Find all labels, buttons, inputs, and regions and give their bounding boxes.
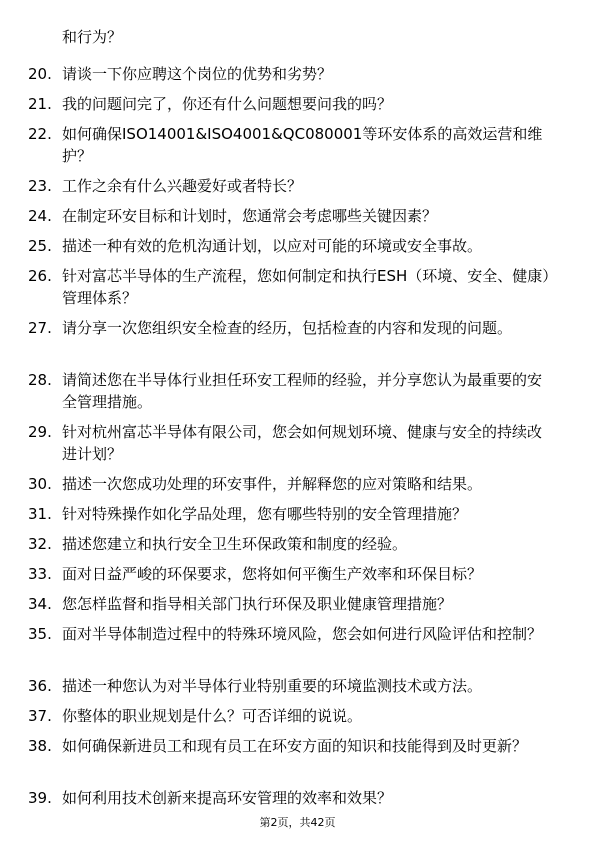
question-number: 32.	[28, 535, 52, 553]
page-footer: 第2页，共42页	[259, 816, 336, 829]
question-number: 25.	[28, 237, 52, 255]
question-number: 37.	[28, 707, 52, 725]
question-number: 31.	[28, 505, 52, 523]
question-number: 38.	[28, 737, 52, 755]
question-number: 33.	[28, 565, 52, 583]
question-text: 针对富芯半导体的生产流程，您如何制定和执行ESH（环境、安全、健康）管理体系？	[62, 267, 550, 307]
question-number: 20.	[28, 65, 52, 83]
question-text: 如何确保ISO14001&ISO4001&QC080001等环安体系的高效运营和维护？	[62, 125, 543, 165]
question-number: 28.	[28, 371, 52, 389]
question-number: 35.	[28, 625, 52, 643]
question-text: 面对半导体制造过程中的特殊环境风险，您会如何进行风险评估和控制？	[62, 625, 543, 643]
question-text: 描述一次您成功处理的环安事件，并解释您的应对策略和结果。	[62, 475, 483, 493]
question-number: 29.	[28, 423, 52, 441]
question-text: 请谈一下你应聘这个岗位的优势和劣势？	[62, 65, 333, 83]
question-text: 针对杭州富芯半导体有限公司，您会如何规划环境、健康与安全的持续改进计划？	[62, 423, 543, 463]
question-text: 您怎样监督和指导相关部门执行环保及职业健康管理措施？	[62, 595, 453, 613]
question-number: 23.	[28, 177, 52, 195]
question-text: 请简述您在半导体行业担任环安工程师的经验，并分享您认为最重要的安全管理措施。	[62, 371, 543, 411]
continuation-text: 和行为？	[62, 28, 123, 46]
question-text: 我的问题问完了，你还有什么问题想要问我的吗？	[62, 95, 393, 113]
question-number: 34.	[28, 595, 52, 613]
question-number: 36.	[28, 677, 52, 695]
question-number: 27.	[28, 319, 52, 337]
question-text: 请分享一次您组织安全检查的经历，包括检查的内容和发现的问题。	[62, 319, 513, 337]
question-text: 如何利用技术创新来提高环安管理的效率和效果？	[62, 789, 393, 807]
question-text: 你整体的职业规划是什么？可否详细的说说。	[62, 707, 363, 725]
question-text: 描述一种您认为对半导体行业特别重要的环境监测技术或方法。	[62, 677, 483, 695]
question-number: 26.	[28, 267, 52, 285]
question-text: 描述您建立和执行安全卫生环保政策和制度的经验。	[62, 535, 408, 553]
question-number: 22.	[28, 125, 52, 143]
question-text: 工作之余有什么兴趣爱好或者特长？	[62, 177, 303, 195]
question-number: 21.	[28, 95, 52, 113]
question-text: 描述一种有效的危机沟通计划，以应对可能的环境或安全事故。	[62, 237, 483, 255]
question-text: 面对日益严峻的环保要求，您将如何平衡生产效率和环保目标？	[62, 565, 483, 583]
question-number: 24.	[28, 207, 52, 225]
question-text: 针对特殊操作如化学品处理，您有哪些特别的安全管理措施？	[62, 505, 468, 523]
question-text: 在制定环安目标和计划时，您通常会考虑哪些关键因素？	[62, 207, 438, 225]
question-text: 如何确保新进员工和现有员工在环安方面的知识和技能得到及时更新？	[62, 737, 528, 755]
question-number: 30.	[28, 475, 52, 493]
question-number: 39.	[28, 789, 52, 807]
